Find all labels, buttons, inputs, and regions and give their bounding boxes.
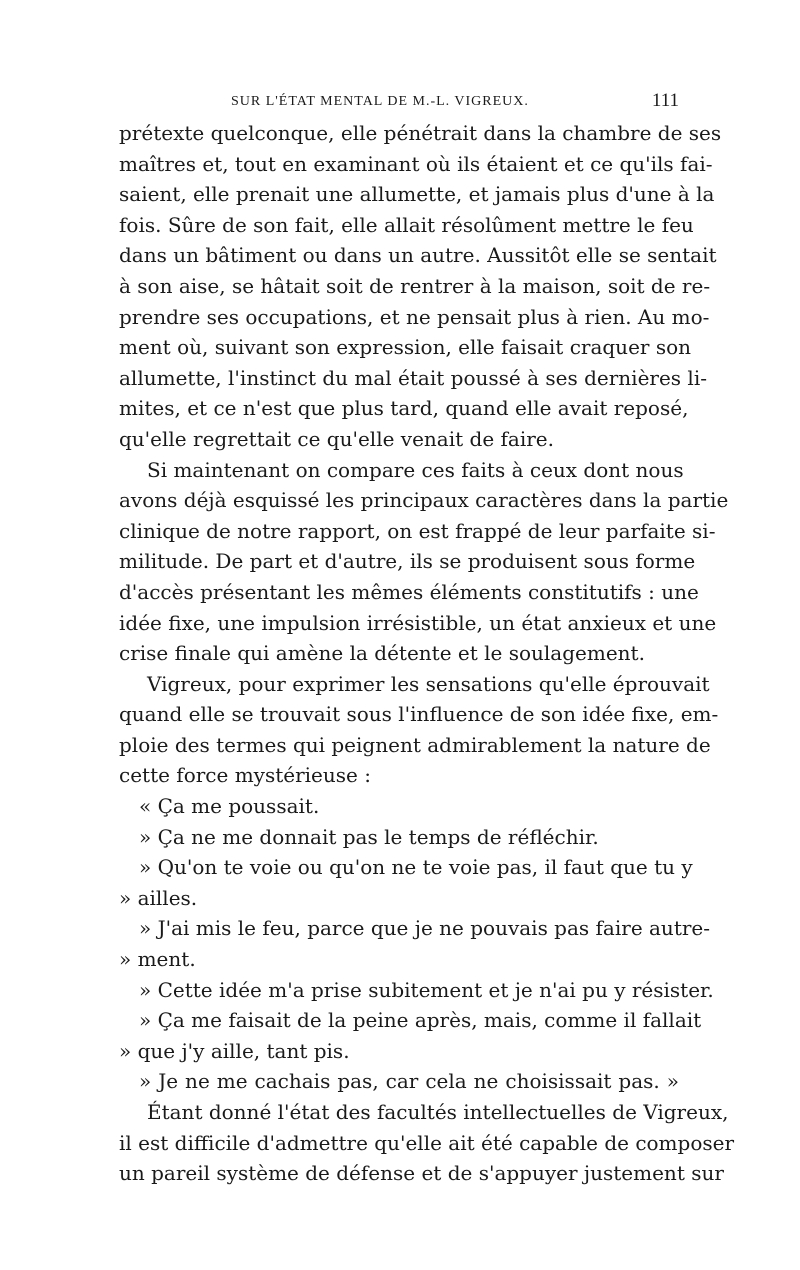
text-line: crise finale qui amène la détente et le soulagement. bbox=[119, 641, 645, 666]
running-title: SUR L'ÉTAT MENTAL DE M.-L. VIGREUX. bbox=[231, 94, 529, 109]
text-line: prendre ses occupations, et ne pensait plus à rien. Au mo- bbox=[119, 304, 710, 329]
text-line: cette force mystérieuse : bbox=[119, 763, 371, 788]
page-number: 111 bbox=[651, 90, 679, 111]
text-line: à son aise, se hâtait soit de rentrer à la maison, soit de re- bbox=[119, 273, 711, 298]
text-line: » que j'y aille, tant pis. bbox=[119, 1038, 350, 1063]
text-line: prétexte quelconque, elle pénétrait dans la chambre de ses bbox=[119, 121, 722, 145]
text-line: allumette, l'instinct du mal était poussé à ses dernières li- bbox=[119, 365, 707, 390]
text-line: ploie des termes qui peignent admirablement la nature de bbox=[119, 732, 711, 757]
text-line: » Cette idée m'a prise subitement et je n'ai pu y résister. bbox=[139, 977, 714, 1002]
text-line: quand elle se trouvait sous l'influence de son idée fixe, em- bbox=[119, 702, 719, 727]
text-line: » ailles. bbox=[119, 885, 198, 910]
text-line: militude. De part et d'autre, ils se produisent sous forme bbox=[119, 549, 696, 574]
text-line: idée fixe, une impulsion irrésistible, un état anxieux et une bbox=[119, 610, 717, 635]
running-header bbox=[119, 92, 679, 118]
text-line: dans un bâtiment ou dans un autre. Aussitôt elle se sentait bbox=[119, 243, 717, 268]
text-line: » Qu'on te voie ou qu'on ne te voie pas, il faut que tu y bbox=[139, 855, 693, 880]
text-line: Vigreux, pour exprimer les sensations qu'elle éprouvait bbox=[147, 671, 710, 696]
text-line: » ment. bbox=[119, 947, 196, 972]
text-line: » Ça ne me donnait pas le temps de réfléchir. bbox=[139, 824, 599, 849]
text-line: d'accès présentant les mêmes éléments constitutifs : une bbox=[119, 579, 699, 604]
text-line: fois. Sûre de son fait, elle allait résolûment mettre le feu bbox=[119, 212, 694, 237]
text-line: mites, et ce n'est que plus tard, quand elle avait reposé, bbox=[119, 396, 689, 421]
text-line: clinique de notre rapport, on est frappé de leur parfaite si- bbox=[119, 518, 716, 543]
book-page bbox=[119, 90, 735, 1189]
text-line: Si maintenant on compare ces faits à ceux dont nous bbox=[147, 457, 684, 482]
text-line: ment où, suivant son expression, elle faisait craquer son bbox=[119, 335, 692, 360]
text-line: avons déjà esquissé les principaux caractères dans la partie bbox=[119, 488, 729, 513]
text-line: un pareil système de défense et de s'appuyer justement sur bbox=[119, 1161, 724, 1186]
text-line: « Ça me poussait. bbox=[139, 794, 320, 819]
text-line: » Ça me faisait de la peine après, mais, comme il fallait bbox=[139, 1008, 702, 1033]
text-line: il est difficile d'admettre qu'elle ait été capable de composer bbox=[119, 1130, 735, 1155]
text-line: » Je ne me cachais pas, car cela ne choisissait pas. » bbox=[139, 1069, 679, 1094]
text-line: » J'ai mis le feu, parce que je ne pouvais pas faire autre- bbox=[139, 916, 711, 941]
text-line: maîtres et, tout en examinant où ils étaient et ce qu'ils fai- bbox=[119, 151, 713, 176]
body-text bbox=[119, 118, 735, 1189]
text-line: qu'elle regrettait ce qu'elle venait de faire. bbox=[119, 426, 554, 451]
text-line: Étant donné l'état des facultés intellectuelles de Vigreux, bbox=[147, 1100, 729, 1124]
text-line: saient, elle prenait une allumette, et jamais plus d'une à la bbox=[119, 182, 715, 207]
